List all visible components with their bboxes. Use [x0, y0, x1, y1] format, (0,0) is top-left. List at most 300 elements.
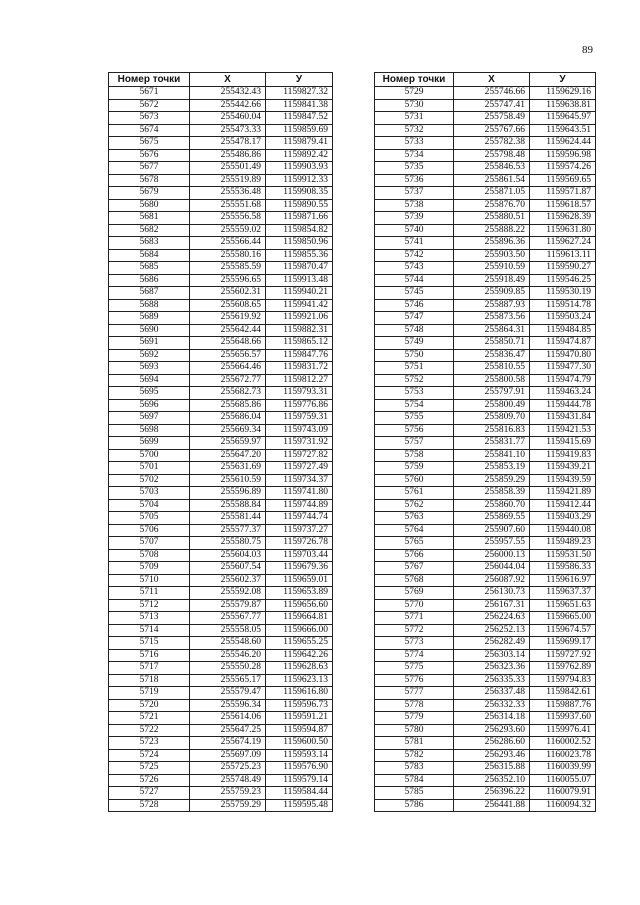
- x-cell: 255747.41: [454, 99, 530, 112]
- table-row: [109, 287, 333, 300]
- y-cell: 1159651.63: [530, 599, 596, 612]
- point-number-cell: 5744: [375, 274, 454, 287]
- x-cell: 255841.10: [454, 449, 530, 462]
- point-number-cell: 5743: [375, 262, 454, 275]
- y-cell: 1159903.93: [266, 162, 333, 175]
- table-row: [375, 249, 596, 262]
- x-cell: 255887.93: [454, 299, 530, 312]
- table-row: [375, 87, 596, 100]
- y-cell: 1159847.52: [266, 112, 333, 125]
- table-row: [109, 587, 333, 600]
- y-cell: 1159618.57: [530, 199, 596, 212]
- table-row: [375, 699, 596, 712]
- point-number-cell: 5708: [109, 549, 190, 562]
- y-cell: 1159727.82: [266, 449, 333, 462]
- table-row: [109, 274, 333, 287]
- x-cell: 255546.20: [190, 649, 266, 662]
- y-cell: 1160002.52: [530, 737, 596, 750]
- y-cell: 1159656.60: [266, 599, 333, 612]
- point-number-cell: 5762: [375, 499, 454, 512]
- x-cell: 256044.04: [454, 562, 530, 575]
- y-cell: 1159847.76: [266, 349, 333, 362]
- y-cell: 1159776.86: [266, 399, 333, 412]
- table-row: [375, 124, 596, 137]
- point-number-cell: 5704: [109, 499, 190, 512]
- y-cell: 1159439.21: [530, 462, 596, 475]
- table-row: [109, 349, 333, 362]
- point-number-cell: 5768: [375, 574, 454, 587]
- x-cell: 255608.65: [190, 299, 266, 312]
- y-cell: 1159628.39: [530, 212, 596, 225]
- x-cell: 255748.49: [190, 774, 266, 787]
- point-number-cell: 5772: [375, 624, 454, 637]
- y-cell: 1159976.41: [530, 724, 596, 737]
- table-row: [375, 637, 596, 650]
- y-cell: 1159600.50: [266, 737, 333, 750]
- x-cell: 255442.66: [190, 99, 266, 112]
- table-row: [109, 412, 333, 425]
- point-number-cell: 5759: [375, 462, 454, 475]
- table-row: [109, 737, 333, 750]
- table-row: [109, 337, 333, 350]
- table-row: [109, 774, 333, 787]
- point-number-cell: 5757: [375, 437, 454, 450]
- y-cell: 1159484.85: [530, 324, 596, 337]
- x-cell: 255674.19: [190, 737, 266, 750]
- table-row: [109, 787, 333, 800]
- y-cell: 1159546.25: [530, 274, 596, 287]
- point-number-cell: 5782: [375, 749, 454, 762]
- x-cell: 255581.44: [190, 512, 266, 525]
- x-cell: 256282.49: [454, 637, 530, 650]
- table-row: [375, 324, 596, 337]
- x-cell: 255876.70: [454, 199, 530, 212]
- table-row: [375, 512, 596, 525]
- point-number-cell: 5677: [109, 162, 190, 175]
- point-number-cell: 5784: [375, 774, 454, 787]
- y-cell: 1159655.25: [266, 637, 333, 650]
- x-cell: 255596.34: [190, 699, 266, 712]
- point-number-cell: 5690: [109, 324, 190, 337]
- point-number-cell: 5752: [375, 374, 454, 387]
- coordinates-table-left: [108, 72, 333, 812]
- y-cell: 1159503.24: [530, 312, 596, 325]
- y-cell: 1159574.26: [530, 162, 596, 175]
- x-cell: 255697.09: [190, 749, 266, 762]
- x-cell: 255725.23: [190, 762, 266, 775]
- y-cell: 1159444.78: [530, 399, 596, 412]
- point-number-cell: 5701: [109, 462, 190, 475]
- y-cell: 1159882.31: [266, 324, 333, 337]
- table-row: [375, 724, 596, 737]
- point-number-cell: 5749: [375, 337, 454, 350]
- x-cell: 256130.73: [454, 587, 530, 600]
- y-cell: 1159643.51: [530, 124, 596, 137]
- table-row: [109, 724, 333, 737]
- point-number-cell: 5698: [109, 424, 190, 437]
- y-cell: 1159474.87: [530, 337, 596, 350]
- x-cell: 256293.60: [454, 724, 530, 737]
- x-cell: 255800.58: [454, 374, 530, 387]
- y-cell: 1159744.74: [266, 512, 333, 525]
- y-cell: 1160094.32: [530, 799, 596, 812]
- y-cell: 1159593.14: [266, 749, 333, 762]
- x-cell: 255519.89: [190, 174, 266, 187]
- table-row: [375, 599, 596, 612]
- header-y: У: [266, 73, 333, 87]
- table-row: [109, 762, 333, 775]
- x-cell: 256286.60: [454, 737, 530, 750]
- x-cell: 255588.84: [190, 499, 266, 512]
- table-row: [375, 437, 596, 450]
- x-cell: 255580.16: [190, 249, 266, 262]
- y-cell: 1159596.73: [266, 699, 333, 712]
- table-row: [375, 499, 596, 512]
- y-cell: 1159645.97: [530, 112, 596, 125]
- table-row: [375, 337, 596, 350]
- y-cell: 1159759.31: [266, 412, 333, 425]
- point-number-cell: 5691: [109, 337, 190, 350]
- table-row: [375, 537, 596, 550]
- y-cell: 1159616.97: [530, 574, 596, 587]
- table-row: [375, 374, 596, 387]
- point-number-cell: 5692: [109, 349, 190, 362]
- point-number-cell: 5756: [375, 424, 454, 437]
- x-cell: 255592.08: [190, 587, 266, 600]
- x-cell: 255758.49: [454, 112, 530, 125]
- table-row: [109, 212, 333, 225]
- table-row: [375, 287, 596, 300]
- table-row: [109, 99, 333, 112]
- y-cell: 1159870.47: [266, 262, 333, 275]
- point-number-cell: 5720: [109, 699, 190, 712]
- x-cell: 255536.48: [190, 187, 266, 200]
- y-cell: 1159571.87: [530, 187, 596, 200]
- y-cell: 1159855.36: [266, 249, 333, 262]
- table-row: [375, 712, 596, 725]
- table-row: [109, 599, 333, 612]
- x-cell: 255810.55: [454, 362, 530, 375]
- x-cell: 255596.89: [190, 487, 266, 500]
- table-row: [375, 362, 596, 375]
- x-cell: 255647.25: [190, 724, 266, 737]
- table-row: [109, 749, 333, 762]
- y-cell: 1159590.27: [530, 262, 596, 275]
- table-row: [375, 549, 596, 562]
- x-cell: 255767.66: [454, 124, 530, 137]
- x-cell: 255880.51: [454, 212, 530, 225]
- point-number-cell: 5747: [375, 312, 454, 325]
- table-row: [375, 649, 596, 662]
- point-number-cell: 5674: [109, 124, 190, 137]
- point-number-cell: 5676: [109, 149, 190, 162]
- table-row: [375, 162, 596, 175]
- table-row: [109, 499, 333, 512]
- y-cell: 1159628.63: [266, 662, 333, 675]
- point-number-cell: 5694: [109, 374, 190, 387]
- table-row: [375, 187, 596, 200]
- y-cell: 1159415.69: [530, 437, 596, 450]
- x-cell: 255685.86: [190, 399, 266, 412]
- y-cell: 1159794.83: [530, 674, 596, 687]
- table-row: [109, 624, 333, 637]
- y-cell: 1159812.27: [266, 374, 333, 387]
- y-cell: 1159892.42: [266, 149, 333, 162]
- y-cell: 1159637.37: [530, 587, 596, 600]
- x-cell: 255460.04: [190, 112, 266, 125]
- header-point-number: Номер точки: [375, 73, 454, 87]
- point-number-cell: 5764: [375, 524, 454, 537]
- point-number-cell: 5683: [109, 237, 190, 250]
- table-row: [109, 199, 333, 212]
- point-number-cell: 5681: [109, 212, 190, 225]
- x-cell: 255614.06: [190, 712, 266, 725]
- table-row: [109, 149, 333, 162]
- point-number-cell: 5714: [109, 624, 190, 637]
- y-cell: 1159664.81: [266, 612, 333, 625]
- point-number-cell: 5755: [375, 412, 454, 425]
- x-cell: 255559.02: [190, 224, 266, 237]
- point-number-cell: 5673: [109, 112, 190, 125]
- x-cell: 255558.05: [190, 624, 266, 637]
- point-number-cell: 5685: [109, 262, 190, 275]
- x-cell: 255846.53: [454, 162, 530, 175]
- x-cell: 255903.50: [454, 249, 530, 262]
- table-row: [109, 237, 333, 250]
- x-cell: 256352.10: [454, 774, 530, 787]
- table-row: [375, 99, 596, 112]
- point-number-cell: 5781: [375, 737, 454, 750]
- point-number-cell: 5728: [109, 799, 190, 812]
- x-cell: 255918.49: [454, 274, 530, 287]
- y-cell: 1159737.27: [266, 524, 333, 537]
- table-row: [375, 487, 596, 500]
- point-number-cell: 5689: [109, 312, 190, 325]
- table-row: [109, 537, 333, 550]
- point-number-cell: 5774: [375, 649, 454, 662]
- y-cell: 1159623.13: [266, 674, 333, 687]
- point-number-cell: 5696: [109, 399, 190, 412]
- point-number-cell: 5678: [109, 174, 190, 187]
- y-cell: 1159743.09: [266, 424, 333, 437]
- x-cell: 255596.65: [190, 274, 266, 287]
- x-cell: 255566.44: [190, 237, 266, 250]
- table-row: [109, 424, 333, 437]
- table-row: [109, 324, 333, 337]
- y-cell: 1159421.89: [530, 487, 596, 500]
- table-row: [375, 112, 596, 125]
- table-row: [375, 399, 596, 412]
- point-number-cell: 5699: [109, 437, 190, 450]
- point-number-cell: 5734: [375, 149, 454, 162]
- table-row: [375, 524, 596, 537]
- point-number-cell: 5767: [375, 562, 454, 575]
- point-number-cell: 5672: [109, 99, 190, 112]
- y-cell: 1159638.81: [530, 99, 596, 112]
- point-number-cell: 5723: [109, 737, 190, 750]
- table-row: [109, 687, 333, 700]
- y-cell: 1159431.84: [530, 412, 596, 425]
- y-cell: 1159850.96: [266, 237, 333, 250]
- y-cell: 1159412.44: [530, 499, 596, 512]
- x-cell: 255579.87: [190, 599, 266, 612]
- y-cell: 1159937.60: [530, 712, 596, 725]
- point-number-cell: 5706: [109, 524, 190, 537]
- point-number-cell: 5700: [109, 449, 190, 462]
- x-cell: 255682.73: [190, 387, 266, 400]
- x-cell: 256087.92: [454, 574, 530, 587]
- x-cell: 255432.43: [190, 87, 266, 100]
- table-row: [375, 737, 596, 750]
- table-row: [375, 762, 596, 775]
- point-number-cell: 5786: [375, 799, 454, 812]
- x-cell: 255816.83: [454, 424, 530, 437]
- x-cell: 255607.54: [190, 562, 266, 575]
- y-cell: 1159859.69: [266, 124, 333, 137]
- table-row: [109, 649, 333, 662]
- x-cell: 256315.88: [454, 762, 530, 775]
- point-number-cell: 5736: [375, 174, 454, 187]
- point-number-cell: 5737: [375, 187, 454, 200]
- y-cell: 1159734.37: [266, 474, 333, 487]
- point-number-cell: 5703: [109, 487, 190, 500]
- y-cell: 1159841.38: [266, 99, 333, 112]
- table-row: [375, 274, 596, 287]
- point-number-cell: 5710: [109, 574, 190, 587]
- point-number-cell: 5731: [375, 112, 454, 125]
- table-row: [375, 674, 596, 687]
- x-cell: 255798.48: [454, 149, 530, 162]
- point-number-cell: 5697: [109, 412, 190, 425]
- y-cell: 1159474.79: [530, 374, 596, 387]
- point-number-cell: 5765: [375, 537, 454, 550]
- y-cell: 1159887.76: [530, 699, 596, 712]
- x-cell: 255759.29: [190, 799, 266, 812]
- x-cell: 255648.66: [190, 337, 266, 350]
- table-row: [375, 574, 596, 587]
- table-row: [375, 474, 596, 487]
- point-number-cell: 5771: [375, 612, 454, 625]
- table-row: [375, 149, 596, 162]
- point-number-cell: 5766: [375, 549, 454, 562]
- point-number-cell: 5748: [375, 324, 454, 337]
- table-row: [375, 299, 596, 312]
- table-row: [375, 799, 596, 812]
- y-cell: 1159421.53: [530, 424, 596, 437]
- y-cell: 1159674.57: [530, 624, 596, 637]
- table-row: [109, 699, 333, 712]
- x-cell: 255800.49: [454, 399, 530, 412]
- point-number-cell: 5684: [109, 249, 190, 262]
- table-row: [375, 224, 596, 237]
- table-row: [375, 587, 596, 600]
- point-number-cell: 5742: [375, 249, 454, 262]
- y-cell: 1159940.21: [266, 287, 333, 300]
- x-cell: 255873.56: [454, 312, 530, 325]
- point-number-cell: 5753: [375, 387, 454, 400]
- x-cell: 255871.05: [454, 187, 530, 200]
- x-cell: 256332.33: [454, 699, 530, 712]
- x-cell: 255746.66: [454, 87, 530, 100]
- point-number-cell: 5724: [109, 749, 190, 762]
- table-row: [109, 612, 333, 625]
- table-body-left: [109, 87, 333, 812]
- x-cell: 256000.13: [454, 549, 530, 562]
- y-cell: 1159591.21: [266, 712, 333, 725]
- y-cell: 1159616.80: [266, 687, 333, 700]
- y-cell: 1159440.08: [530, 524, 596, 537]
- point-number-cell: 5783: [375, 762, 454, 775]
- point-number-cell: 5761: [375, 487, 454, 500]
- table-row: [375, 137, 596, 150]
- point-number-cell: 5760: [375, 474, 454, 487]
- point-number-cell: 5750: [375, 349, 454, 362]
- y-cell: 1159854.82: [266, 224, 333, 237]
- y-cell: 1159531.50: [530, 549, 596, 562]
- y-cell: 1159744.89: [266, 499, 333, 512]
- x-cell: 255859.29: [454, 474, 530, 487]
- point-number-cell: 5745: [375, 287, 454, 300]
- table-row: [109, 387, 333, 400]
- y-cell: 1159463.24: [530, 387, 596, 400]
- table-row: [109, 512, 333, 525]
- point-number-cell: 5722: [109, 724, 190, 737]
- header-y: У: [530, 73, 596, 87]
- point-number-cell: 5777: [375, 687, 454, 700]
- point-number-cell: 5688: [109, 299, 190, 312]
- x-cell: 256303.14: [454, 649, 530, 662]
- x-cell: 255473.33: [190, 124, 266, 137]
- point-number-cell: 5725: [109, 762, 190, 775]
- point-number-cell: 5740: [375, 224, 454, 237]
- x-cell: 256252.13: [454, 624, 530, 637]
- y-cell: 1160079.91: [530, 787, 596, 800]
- x-cell: 255656.57: [190, 349, 266, 362]
- x-cell: 255604.03: [190, 549, 266, 562]
- point-number-cell: 5713: [109, 612, 190, 625]
- point-number-cell: 5717: [109, 662, 190, 675]
- header-point-number: Номер точки: [109, 73, 190, 87]
- table-row: [109, 524, 333, 537]
- x-cell: 255896.36: [454, 237, 530, 250]
- y-cell: 1159921.06: [266, 312, 333, 325]
- y-cell: 1159489.23: [530, 537, 596, 550]
- x-cell: 256314.18: [454, 712, 530, 725]
- table-row: [109, 187, 333, 200]
- x-cell: 255809.70: [454, 412, 530, 425]
- y-cell: 1159741.80: [266, 487, 333, 500]
- table-row: [109, 799, 333, 812]
- point-number-cell: 5711: [109, 587, 190, 600]
- point-number-cell: 5730: [375, 99, 454, 112]
- x-cell: 255853.19: [454, 462, 530, 475]
- table-row: [375, 199, 596, 212]
- x-cell: 255888.22: [454, 224, 530, 237]
- x-cell: 255647.20: [190, 449, 266, 462]
- point-number-cell: 5735: [375, 162, 454, 175]
- table-row: [109, 449, 333, 462]
- x-cell: 255909.85: [454, 287, 530, 300]
- y-cell: 1159726.78: [266, 537, 333, 550]
- y-cell: 1159579.14: [266, 774, 333, 787]
- point-number-cell: 5702: [109, 474, 190, 487]
- table-row: [375, 262, 596, 275]
- y-cell: 1160055.07: [530, 774, 596, 787]
- x-cell: 255577.37: [190, 524, 266, 537]
- table-row: [109, 462, 333, 475]
- y-cell: 1159912.33: [266, 174, 333, 187]
- x-cell: 255501.49: [190, 162, 266, 175]
